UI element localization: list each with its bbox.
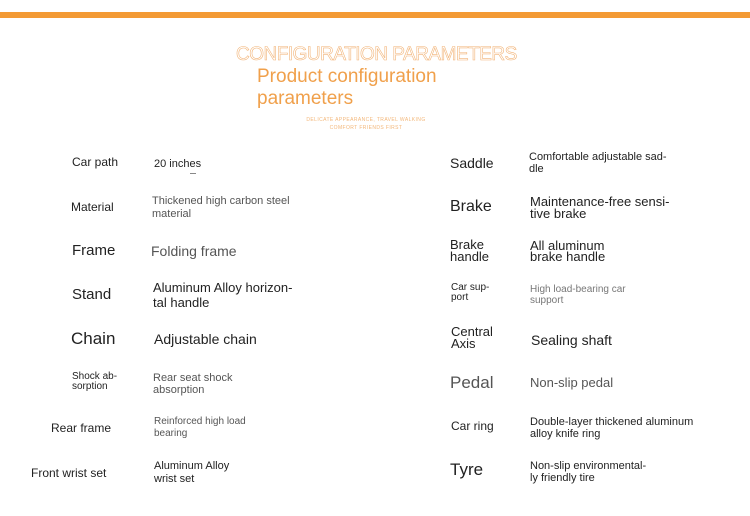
spec-value-pedal: Non-slip pedal <box>530 375 614 390</box>
spec-label-car-support: Car sup- port <box>451 282 490 303</box>
spec-value-stand: Aluminum Alloy horizon- tal handle <box>153 280 293 310</box>
title-line-2: parameters <box>257 88 354 109</box>
top-accent-bar <box>0 12 750 18</box>
spec-label-pedal: Pedal <box>450 373 494 392</box>
page-title <box>257 66 517 110</box>
spec-value-material: Thickened high carbon steel material <box>152 195 290 220</box>
spec-label-frame: Frame <box>72 242 116 259</box>
spec-value-saddle: Comfortable adjustable sad- dle <box>529 151 667 175</box>
spec-label-brake-handle: Brake handle <box>450 237 490 264</box>
tagline-line-1: DELICATE APPEARANCE, TRAVEL WALKING <box>306 117 426 123</box>
spec-value-front-wrist-set: Aluminum Alloy wrist set <box>154 460 230 485</box>
spec-label-shock-absorption: Shock ab- sorption <box>72 371 118 392</box>
spec-label-car-path: Car path <box>72 155 119 169</box>
dash-mark <box>190 173 196 174</box>
spec-value-chain: Adjustable chain <box>154 331 257 347</box>
spec-label-central-axis: Central Axis <box>451 324 493 351</box>
spec-label-chain: Chain <box>71 329 116 348</box>
title-line-1: Product configuration <box>257 66 437 87</box>
spec-value-frame: Folding frame <box>151 243 237 259</box>
spec-value-car-path: 20 inches <box>154 158 202 170</box>
spec-value-car-support: High load-bearing car support <box>530 284 626 306</box>
spec-label-saddle: Saddle <box>450 155 494 171</box>
ghost-title: CONFIGURATION PARAMETERS <box>236 44 517 65</box>
spec-label-rear-frame: Rear frame <box>51 421 112 435</box>
spec-label-stand: Stand <box>72 286 112 303</box>
spec-label-front-wrist-set: Front wrist set <box>31 466 107 480</box>
spec-label-tyre: Tyre <box>450 460 484 479</box>
spec-label-material: Material <box>71 200 114 214</box>
spec-value-shock-absorption: Rear seat shock absorption <box>153 372 233 396</box>
spec-label-car-ring: Car ring <box>451 419 494 433</box>
spec-value-brake: Maintenance-free sensi- tive brake <box>530 194 670 221</box>
spec-value-tyre: Non-slip environmental- ly friendly tire <box>530 460 647 484</box>
tagline <box>296 116 436 132</box>
spec-label-brake: Brake <box>450 198 492 215</box>
spec-value-rear-frame: Reinforced high load bearing <box>154 416 246 439</box>
spec-value-brake-handle: All aluminum brake handle <box>530 238 606 264</box>
spec-value-central-axis: Sealing shaft <box>531 332 612 348</box>
spec-value-car-ring: Double-layer thickened aluminum alloy knife ring <box>530 416 694 440</box>
tagline-line-2: COMFORT FRIENDS FIRST <box>329 125 403 131</box>
